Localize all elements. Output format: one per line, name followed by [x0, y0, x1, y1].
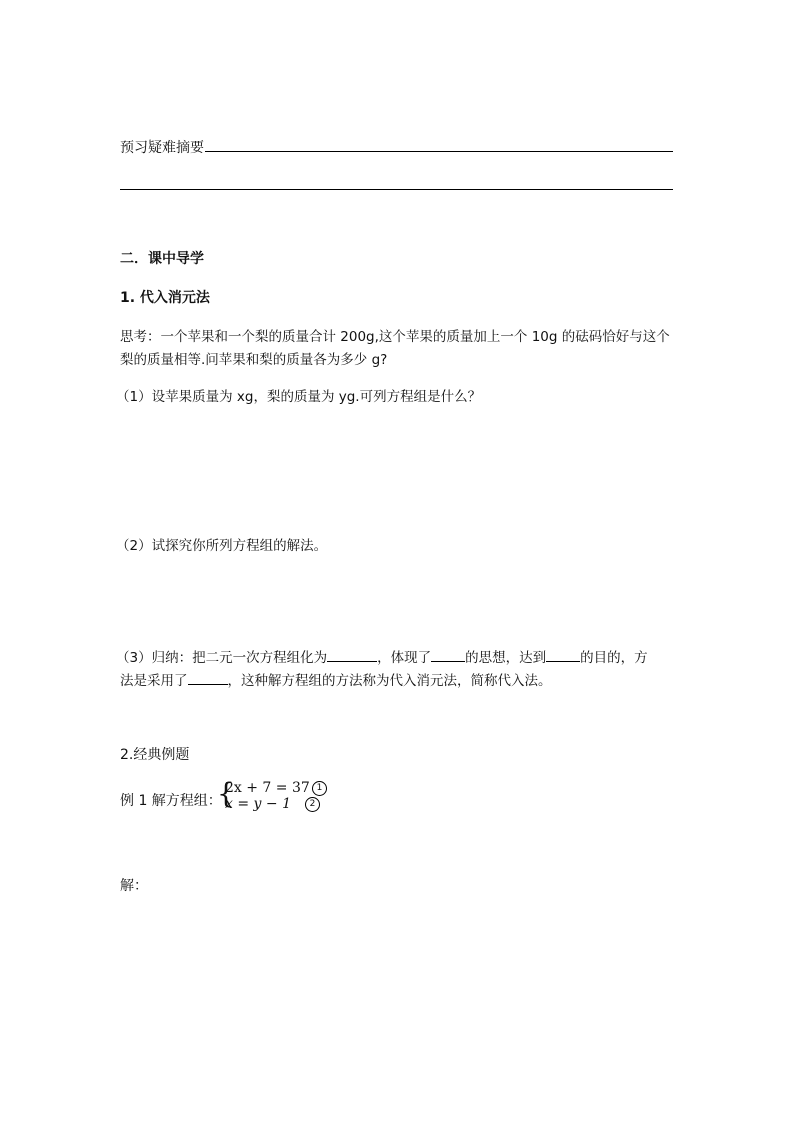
q3-text-c: 的思想，达到: [465, 650, 547, 666]
subsection-heading-examples: 2.经典例题: [120, 747, 190, 763]
think-question-line-1: 思考：一个苹果和一个梨的质量合计 200g,这个苹果的质量加上一个 10g 的砝码恰好与这个: [120, 329, 670, 345]
question-3-line-2: [120, 669, 552, 689]
q3-line2-text-a: 法是采用了: [120, 673, 188, 689]
q3-text-a: （3）归纳：把二元一次方程组化为: [116, 650, 328, 666]
preview-label: 预习疑难摘要: [120, 140, 204, 156]
question-2: （2）试探究你所列方程组的解法。: [116, 538, 328, 554]
q3-line2-text-b: ，这种解方程组的方法称为代入消元法，简称代入法。: [227, 673, 552, 689]
question-1: （1）设苹果质量为 xg，梨的质量为 yg.可列方程组是什么？: [116, 389, 482, 405]
section-heading: 二．课中导学: [120, 251, 204, 267]
example-1-label: 例 1 解方程组：: [120, 793, 222, 809]
q3-blank-1[interactable]: [327, 647, 377, 662]
q3-blank-4[interactable]: [188, 670, 228, 685]
equation-2-marker: 2: [305, 797, 320, 812]
subsection-heading-substitution: 1. 代入消元法: [120, 290, 210, 306]
q3-text-b: ，体现了: [377, 650, 432, 666]
equation-1-marker: 1: [312, 781, 327, 796]
equation-2: x = y − 1: [225, 796, 291, 812]
equation-system-brace: {: [217, 777, 235, 810]
equation-1: 2x + 7 = 37: [225, 780, 310, 796]
q3-text-d: 的目的，方: [580, 650, 648, 666]
question-3-line-1: [116, 646, 648, 666]
solution-label: 解：: [120, 878, 148, 894]
q3-blank-3[interactable]: [546, 647, 580, 662]
preview-answer-line-1[interactable]: [205, 151, 673, 152]
q3-blank-2[interactable]: [431, 647, 465, 662]
solution-area[interactable]: [120, 900, 673, 1080]
think-question-line-2: 梨的质量相等.问苹果和梨的质量各为多少 g?: [120, 352, 388, 368]
preview-answer-line-2[interactable]: [120, 189, 673, 190]
